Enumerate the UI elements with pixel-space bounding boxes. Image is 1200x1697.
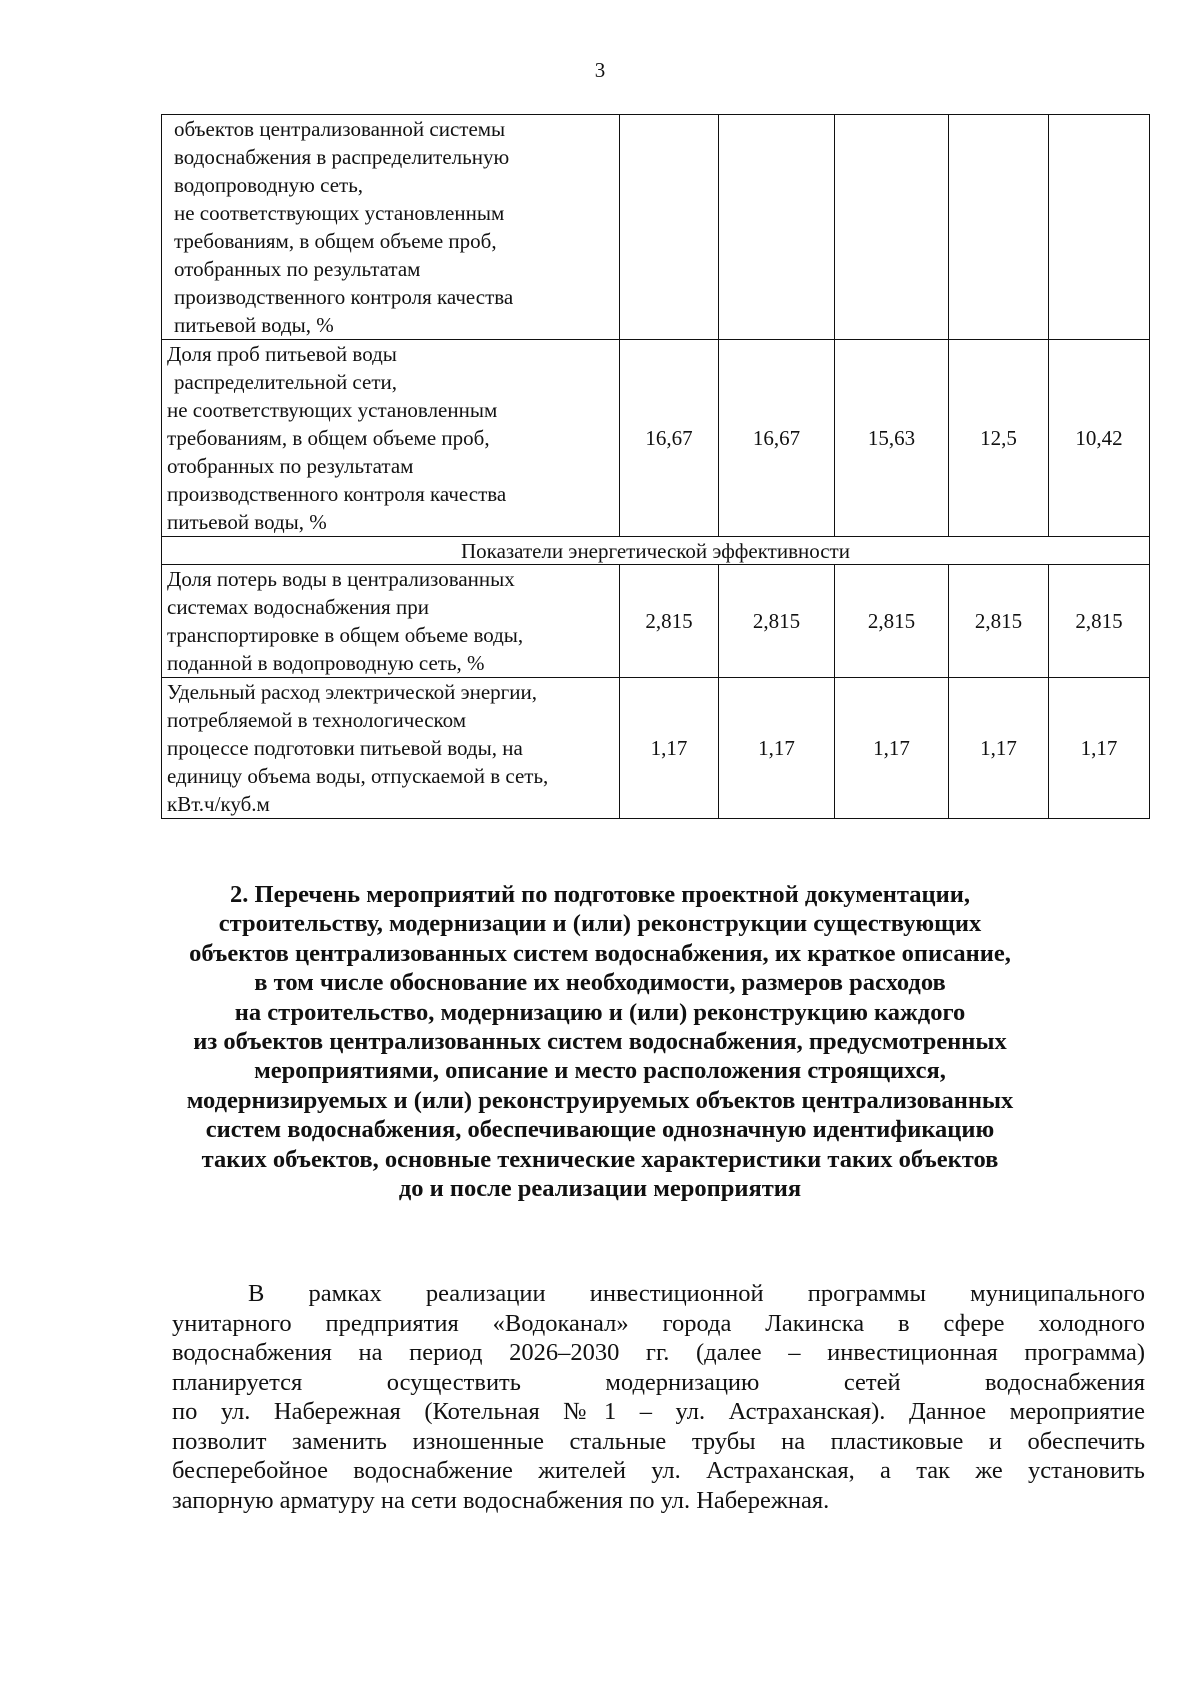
label-line: процессе подготовки питьевой воды, на	[167, 736, 523, 760]
label-line: не соответствующих установленным	[167, 398, 498, 422]
indicator-label	[162, 565, 620, 678]
heading-line: таких объектов, основные технические характеристики таких объектов	[201, 1145, 999, 1173]
label-line: Доля потерь воды в централизованных	[167, 567, 515, 591]
label-line: потребляемой в технологическом	[167, 708, 467, 732]
value-cell: 16,67	[719, 340, 835, 537]
paragraph-line: запорную арматуру на сети водоснабжения по ул. Набережная.	[172, 1486, 830, 1514]
label-line: поданной в водопроводную сеть, %	[167, 651, 485, 675]
value-cell	[620, 115, 719, 340]
section-heading	[150, 880, 1050, 1203]
label-line: производственного контроля качества	[174, 285, 514, 309]
label-line: Удельный расход электрической энергии,	[167, 680, 538, 704]
value-cell	[719, 115, 835, 340]
heading-line: модернизируемых и (или) реконструируемых объектов централизованных	[186, 1086, 1014, 1114]
heading-line: мероприятиями, описание и место расположения строящихся,	[254, 1057, 946, 1085]
value-cell: 2,815	[1049, 565, 1150, 678]
value-cell: 10,42	[1049, 340, 1150, 537]
label-line: водоснабжения в распределительную	[174, 145, 510, 169]
label-line: питьевой воды, %	[174, 313, 334, 337]
label-line: требованиям, в общем объеме проб,	[174, 229, 497, 253]
table-row	[162, 340, 1150, 537]
value-cell: 1,17	[949, 678, 1049, 819]
label-line: системах водоснабжения при	[167, 595, 429, 619]
paragraph-line: планируется осуществить модернизацию сетей водоснабжения	[172, 1368, 1145, 1396]
label-line: отобранных по результатам	[174, 257, 421, 281]
indicator-label	[162, 115, 620, 340]
section-energy-title: Показатели энергетической эффективности	[162, 537, 1150, 565]
label-line: единицу объема воды, отпускаемой в сеть,	[167, 764, 549, 788]
label-line: водопроводную сеть,	[174, 173, 364, 197]
paragraph-line: по ул. Набережная (Котельная №1 – ул. Астраханская). Данное мероприятие	[172, 1398, 1145, 1425]
label-line: транспортировке в общем объеме воды,	[167, 623, 524, 647]
label-line: требованиям, в общем объеме проб,	[167, 426, 490, 450]
heading-line: строительству, модернизации и (или) реконструкции существующих	[218, 910, 982, 938]
value-cell: 2,815	[719, 565, 835, 678]
value-cell: 1,17	[1049, 678, 1150, 819]
heading-line: из объектов централизованных систем водоснабжения, предусмотренных	[193, 1028, 1007, 1056]
table-row	[162, 678, 1150, 819]
table-row	[162, 115, 1150, 340]
paragraph-line: водоснабжения на период 2026–2030 гг. (далее – инвестиционная программа)	[172, 1339, 1145, 1366]
heading-line: систем водоснабжения, обеспечивающие однозначную идентификацию	[205, 1116, 995, 1144]
value-cell: 2,815	[620, 565, 719, 678]
heading-line: до и после реализации мероприятия	[398, 1175, 802, 1203]
value-cell	[1049, 115, 1150, 340]
page-number: 3	[594, 58, 606, 82]
label-line: производственного контроля качества	[167, 482, 507, 506]
value-cell	[949, 115, 1049, 340]
label-line: объектов централизованной системы	[174, 117, 506, 141]
body-paragraph	[172, 1279, 1145, 1515]
paragraph-line: бесперебойное водоснабжение жителей ул. Астраханская, а так же установить	[172, 1457, 1145, 1484]
label-line: Доля проб питьевой воды	[167, 342, 397, 366]
value-cell	[835, 115, 949, 340]
value-cell: 12,5	[949, 340, 1049, 537]
paragraph-line: В рамках реализации инвестиционной программы муниципального	[248, 1280, 1145, 1307]
value-cell: 16,67	[620, 340, 719, 537]
value-cell: 15,63	[835, 340, 949, 537]
label-line: кВт.ч/куб.м	[167, 792, 270, 816]
indicator-label	[162, 678, 620, 819]
indicators-table	[161, 114, 1150, 819]
heading-line: объектов централизованных систем водоснабжения, их краткое описание,	[189, 939, 1011, 967]
heading-line: 2. Перечень мероприятий по подготовке проектной документации,	[230, 881, 970, 908]
heading-line: на строительство, модернизацию и (или) реконструкцию каждого	[234, 998, 966, 1026]
label-line: не соответствующих установленным	[174, 201, 505, 225]
label-line: питьевой воды, %	[167, 510, 327, 534]
indicator-label	[162, 340, 620, 537]
value-cell: 1,17	[620, 678, 719, 819]
label-line: отобранных по результатам	[167, 454, 414, 478]
value-cell: 2,815	[949, 565, 1049, 678]
heading-line: в том числе обоснование их необходимости, размеров расходов	[254, 969, 946, 997]
paragraph-line: унитарного предприятия «Водоканал» города Лакинска в сфере холодного	[172, 1309, 1145, 1337]
paragraph-line: позволит заменить изношенные стальные трубы на пластиковые и обеспечить	[172, 1427, 1145, 1455]
table-row	[162, 565, 1150, 678]
label-line: распределительной сети,	[174, 370, 397, 394]
value-cell: 1,17	[719, 678, 835, 819]
table-section-row	[162, 537, 1150, 565]
value-cell: 2,815	[835, 565, 949, 678]
value-cell: 1,17	[835, 678, 949, 819]
